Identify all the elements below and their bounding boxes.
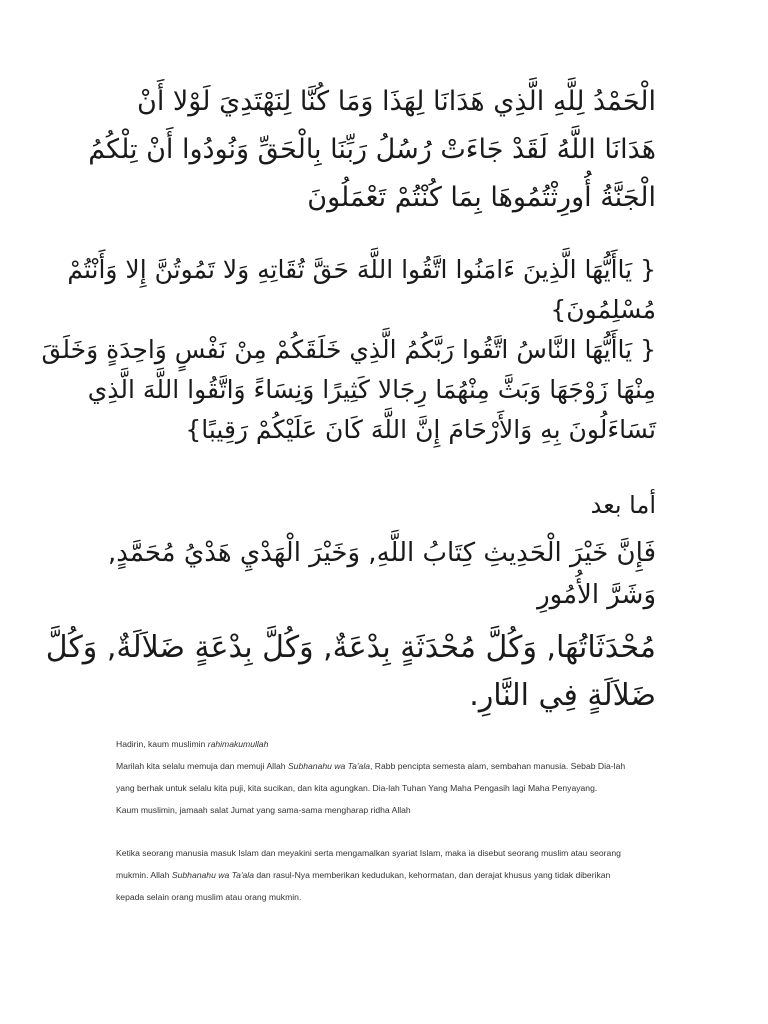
body-line [116, 864, 656, 886]
arabic-line: الْحَمْدُ لِلَّهِ الَّذِي هَدَانَا لِهَذَا وَمَا كُنَّا لِنَهْتَدِيَ لَوْلا أَنْ [137, 86, 656, 117]
text-italic: Subhanahu wa Ta'ala [287, 761, 371, 771]
arabic-line: الْجَنَّةُ أُورِثْتُمُوهَا بِمَا كُنْتُمْ تَعْمَلُونَ [307, 182, 656, 213]
arabic-line: هَدَانَا اللَّهُ لَقَدْ جَاءَتْ رُسُلُ رَبِّنَا بِالْحَقِّ وَنُودُوا أَنْ تِلْكُمُ [88, 134, 656, 165]
arabic-line: مُحْدَثَاتُهَا, وَكُلَّ مُحْدَثَةٍ بِدْعَةٌ, وَكُلَّ بِدْعَةٍ ضَلاَلَةٌ, وَكُلَّ [45, 630, 656, 665]
arabic-line: مُسْلِمُونَ} [550, 295, 656, 324]
body-line: Ketika seorang manusia masuk Islam dan meyakini serta mengamalkan syariat Islam, maka ia disebut seorang muslim atau seorang [116, 848, 621, 858]
greeting-line [116, 733, 656, 755]
text: mukmin. Allah [116, 870, 172, 880]
arabic-best-speech [96, 532, 656, 616]
body-line: Kaum muslimin, jamaah salat Jumat yang sama-sama mengharap ridha Allah [116, 805, 411, 815]
arabic-opening-praise [88, 78, 656, 222]
arabic-line: وَشَرَّ الأُمُورِ [537, 580, 656, 610]
text: , Rabb pencipta semesta alam, sembahan manusia. Sebab Dia-lah [370, 761, 626, 771]
text: Hadirin, kaum muslimin [116, 739, 208, 749]
text: Marilah kita selalu memuja dan memuji Allah [116, 761, 288, 771]
arabic-quran-verses [41, 250, 656, 450]
body-line: yang berhak untuk selalu kita puji, kita sucikan, dan kita agungkan. Dia-lah Tuhan Yang Maha Pengasih lagi Maha Penyayang. [116, 783, 598, 793]
arabic-line: فَإِنَّ خَيْرَ الْحَدِيثِ كِتَابُ اللَّهِ, وَخَيْرَ الْهَدْيِ هَدْيُ مُحَمَّدٍ, [107, 538, 656, 568]
indonesian-paragraph-2 [116, 842, 656, 908]
text: dan rasul-Nya memberikan kedudukan, kehormatan, dan derajat khusus yang tidak diberikan [253, 870, 611, 880]
body-line: kepada selain orang muslim atau orang mukmin. [116, 892, 302, 902]
arabic-line: ضَلاَلَةٍ فِي النَّارِ. [469, 678, 656, 713]
arabic-line: مِنْهَا زَوْجَهَا وَبَثَّ مِنْهُمَا رِجَالا كَثِيرًا وَنِسَاءً وَاتَّقُوا اللَّهَ الَّذِي [87, 375, 656, 404]
arabic-line: تَسَاءَلُونَ بِهِ وَالأَرْحَامَ إِنَّ اللَّهَ كَانَ عَلَيْكُمْ رَقِيبًا} [185, 415, 656, 444]
text-italic: rahimakumullah [207, 739, 269, 749]
text-italic: Subhanahu wa Ta'ala [171, 870, 254, 880]
body-line [116, 755, 656, 777]
arabic-innovation-warning [45, 624, 656, 720]
arabic-line: { يَاأَيُّهَا الَّذِينَ ءَامَنُوا اتَّقُوا اللَّهَ حَقَّ تُقَاتِهِ وَلا تَمُوتُنَّ إِلا وَأَنْتُمْ [67, 255, 656, 284]
arabic-line: { يَاأَيُّهَا النَّاسُ اتَّقُوا رَبَّكُمُ الَّذِي خَلَقَكُمْ مِنْ نَفْسٍ وَاحِدَةٍ وَخَلَقَ [41, 335, 656, 364]
indonesian-paragraph-1 [116, 733, 656, 821]
amma-bad-heading: أما بعد [590, 491, 656, 519]
